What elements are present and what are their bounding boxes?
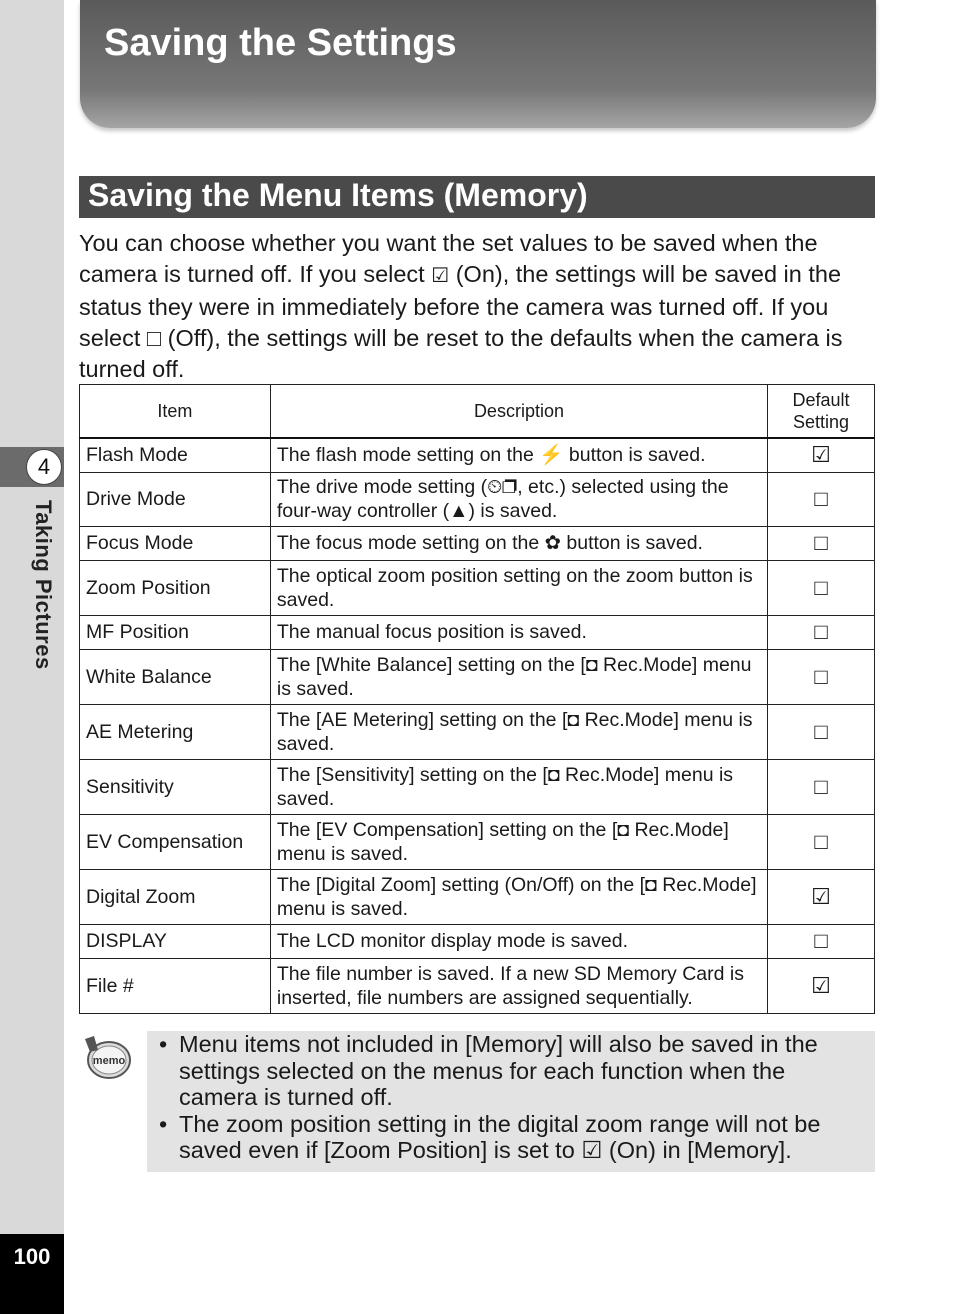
default-setting-cell: □ xyxy=(768,615,875,649)
table-row xyxy=(80,472,875,526)
button-icon: ✿ xyxy=(544,532,561,554)
table-body xyxy=(80,438,875,1013)
description-text: The manual focus position is saved. xyxy=(276,621,587,643)
bullet: • xyxy=(159,1031,168,1057)
description-text: The [Digital Zoom] setting (On/Off) on the [ xyxy=(276,873,646,896)
default-setting-cell: □ xyxy=(768,472,875,526)
item-cell: Flash Mode xyxy=(80,438,271,472)
default-setting-cell: □ xyxy=(768,649,875,704)
item-cell: MF Position xyxy=(80,615,271,649)
description-text: The [Sensitivity] setting on the [ xyxy=(276,763,548,786)
table-row xyxy=(80,615,875,649)
table-row xyxy=(80,958,875,1013)
description-text: The drive mode setting ( xyxy=(276,476,488,498)
item-cell: AE Metering xyxy=(80,704,271,759)
description-text: button is saved. xyxy=(560,532,703,554)
memo-box xyxy=(147,1031,875,1172)
description-text: The flash mode setting on the xyxy=(276,444,540,467)
description-cell xyxy=(270,526,767,560)
check-on-icon: ☑ xyxy=(431,265,450,287)
item-cell: DISPLAY xyxy=(80,924,271,958)
description-text: Rec.Mode] menu is saved. xyxy=(276,873,757,920)
description-text: The file number is saved. If a new SD Memory Card is inserted, file numbers are assigned sequentially. xyxy=(276,962,744,1009)
description-text: The [EV Compensation] setting on the [ xyxy=(276,818,618,841)
description-text: The [AE Metering] setting on the [ xyxy=(276,708,568,731)
memo-note xyxy=(159,1110,863,1164)
item-cell: White Balance xyxy=(80,649,271,704)
table-row xyxy=(80,924,875,958)
description-cell xyxy=(270,814,767,869)
description-cell xyxy=(270,958,767,1013)
table-row xyxy=(80,869,875,924)
intro-text-2: (On), the settings will be saved in the status they were in immediately before the camera was turned off. If you select xyxy=(79,261,842,351)
memo-note xyxy=(159,1031,863,1111)
memo-note-text: The zoom position setting in the digital zoom range will not be saved even if [Zoom Position] is set to xyxy=(179,1110,821,1163)
page-number: 100 xyxy=(0,1234,64,1314)
memo-note-text: (On) in [Memory]. xyxy=(602,1137,792,1163)
description-text: button is saved. xyxy=(563,444,706,467)
default-setting-cell: □ xyxy=(768,814,875,869)
description-cell xyxy=(270,704,767,759)
memo-icon-label: memo xyxy=(92,1055,126,1067)
item-cell: Zoom Position xyxy=(80,560,271,615)
column-header-item: Item xyxy=(80,385,271,439)
default-setting-cell: ☑ xyxy=(768,438,875,472)
button-icon: ◘ xyxy=(567,708,580,731)
description-text: The focus mode setting on the xyxy=(276,532,545,554)
button-icon: ◘ xyxy=(645,873,657,896)
table-row xyxy=(80,438,875,472)
default-setting-cell: □ xyxy=(768,704,875,759)
description-cell xyxy=(270,924,767,958)
default-setting-cell: □ xyxy=(768,924,875,958)
chapter-title: Taking Pictures xyxy=(31,500,56,670)
table-row xyxy=(80,759,875,814)
intro-text-3: (Off), the settings will be reset to the defaults when the camera is turned off. xyxy=(79,325,843,382)
description-text: The optical zoom position setting on the zoom button is saved. xyxy=(276,564,753,611)
memo-note-text: Menu items not included in [Memory] will also be saved in the settings selected on the menus for each function when the camera is turned off. xyxy=(179,1031,818,1110)
button-icon: ◘ xyxy=(547,763,560,786)
memo-icon xyxy=(82,1034,132,1082)
memory-settings-table xyxy=(79,384,875,1014)
button-icon: ⏲❐ xyxy=(487,476,518,498)
description-text: The LCD monitor display mode is saved. xyxy=(276,930,629,952)
default-setting-cell: ☑ xyxy=(768,958,875,1013)
description-text: The [White Balance] setting on the [ xyxy=(276,653,586,676)
default-setting-cell: □ xyxy=(768,560,875,615)
column-header-default: Default Setting xyxy=(768,385,875,439)
description-text: Rec.Mode] menu is saved. xyxy=(276,708,753,755)
item-cell: File # xyxy=(80,958,271,1013)
chapter-number: 4 xyxy=(26,449,62,485)
section-title: Saving the Menu Items (Memory) xyxy=(79,176,875,218)
description-text: Rec.Mode] menu is saved. xyxy=(276,653,752,700)
page-title: Saving the Settings xyxy=(104,22,457,64)
item-cell: Focus Mode xyxy=(80,526,271,560)
column-header-description: Description xyxy=(270,385,767,439)
table-row xyxy=(80,704,875,759)
button-icon: ⚡ xyxy=(539,444,564,467)
description-text: Rec.Mode] menu is saved. xyxy=(276,818,729,865)
description-cell xyxy=(270,759,767,814)
intro-paragraph xyxy=(79,228,879,385)
item-cell: Drive Mode xyxy=(80,472,271,526)
table-row xyxy=(80,560,875,615)
description-cell xyxy=(270,615,767,649)
table-row xyxy=(80,814,875,869)
item-cell: Sensitivity xyxy=(80,759,271,814)
default-setting-cell: ☑ xyxy=(768,869,875,924)
default-setting-cell: □ xyxy=(768,759,875,814)
description-text: Rec.Mode] menu is saved. xyxy=(276,763,734,810)
description-cell xyxy=(270,649,767,704)
table-header-row xyxy=(80,385,875,439)
button-icon: ◘ xyxy=(617,818,630,841)
item-cell: Digital Zoom xyxy=(80,869,271,924)
intro-text-1: You can choose whether you want the set values to be saved when the camera is turned off. If you select xyxy=(79,230,818,287)
button-icon: ◘ xyxy=(585,653,598,676)
description-cell xyxy=(270,472,767,526)
description-text: , etc.) selected using the four-way controller (▲) is saved. xyxy=(276,476,729,522)
check-off-icon: □ xyxy=(146,325,162,351)
description-cell xyxy=(270,560,767,615)
default-setting-cell: □ xyxy=(768,526,875,560)
item-cell: EV Compensation xyxy=(80,814,271,869)
bullet: • xyxy=(159,1110,168,1137)
description-cell xyxy=(270,869,767,924)
description-cell xyxy=(270,438,767,472)
table-row xyxy=(80,649,875,704)
check-on-icon: ☑ xyxy=(581,1137,603,1163)
table-row xyxy=(80,526,875,560)
